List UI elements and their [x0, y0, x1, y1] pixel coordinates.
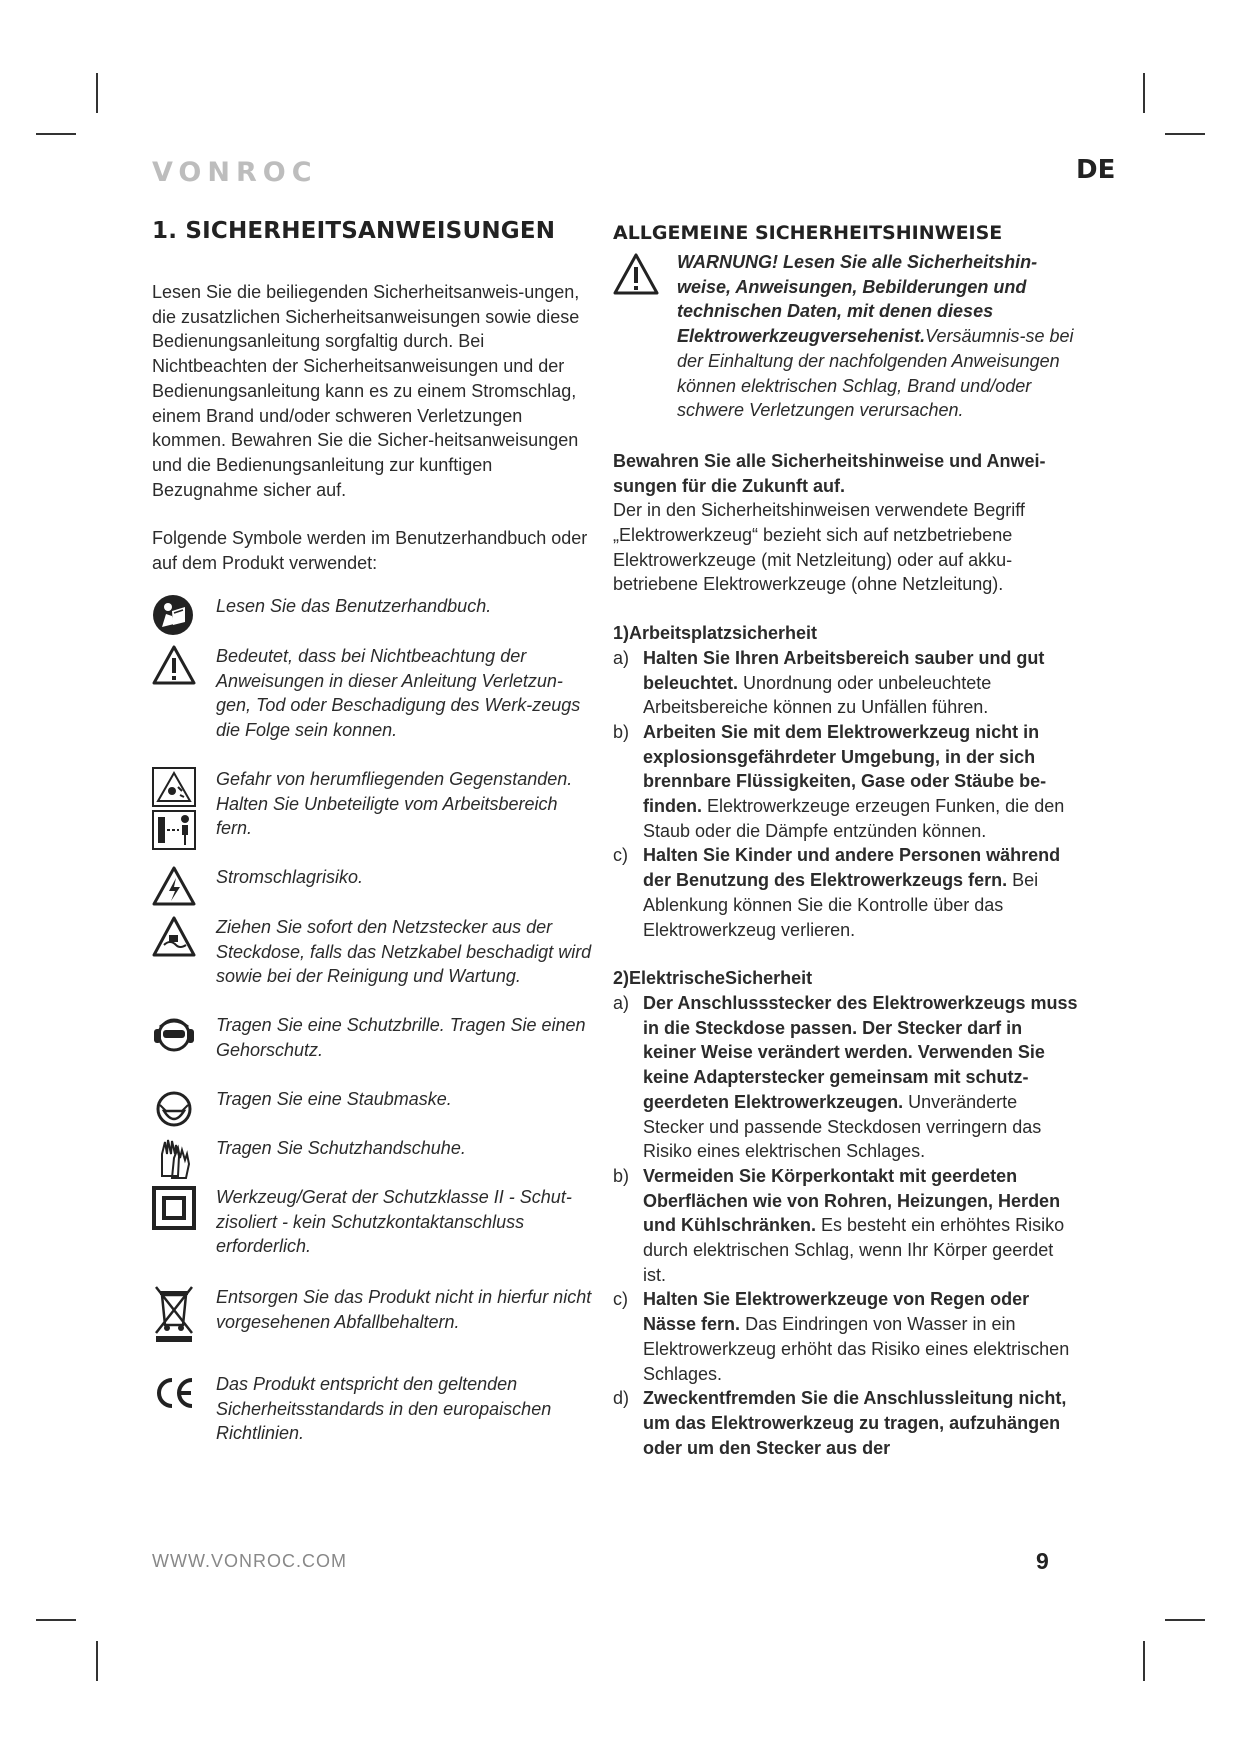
- symbol-text: Tragen Sie eine Schutzbrille. Tragen Sie einen Gehorschutz.: [216, 1015, 586, 1060]
- keep-bold: Bewahren Sie alle Sicherheitshinweise und Anwei-sungen für die Zukunft auf.: [613, 450, 1046, 496]
- crop-mark: [96, 73, 98, 113]
- crop-mark: [96, 1641, 98, 1681]
- list-item: a) Der Anschlussstecker des Elektrowerkzeugs muss in die Steckdose passen. Der Stecker darf in keiner Weise verändert werden. Verwenden Sie keine Adapterstecker gemeinsam mit schutz-geerdeten Elektrowerkzeugen. Unveränderte Stecker und passende Steckdosen verringern das Risiko eines elektrischen Schlages.: [613, 992, 1078, 1162]
- warning-triangle-icon: [152, 644, 196, 691]
- symbol-text: Gefahr von herumfliegenden Gegenstanden. Halten Sie Unbeteiligte vom Arbeitsbereich fern.: [216, 769, 573, 839]
- section-title: 1. SICHERHEITSANWEISUNGEN: [152, 218, 556, 244]
- crop-mark: [36, 1619, 76, 1621]
- crop-mark: [1165, 1619, 1205, 1621]
- symbol-text: Ziehen Sie sofort den Netzstecker aus der Steckdose, falls das Netzkabel beschadigt wird sowie bei der Reinigung und Wartung.: [216, 917, 592, 987]
- symbol-text: Tragen Sie Schutzhandschuhe.: [216, 1138, 466, 1158]
- crop-mark: [1143, 73, 1145, 113]
- left-column: [152, 218, 592, 576]
- weee-bin-icon: [152, 1285, 196, 1348]
- list-item: b) Arbeiten Sie mit dem Elektrowerkzeug nicht in explosionsgefährdeter Umgebung, in der sich brennbare Flüssigkeiten, Gase oder Stäube be-finden. Elektrowerkzeuge erzeugen Funken, die den Staub oder die Dämpfe entzünden können.: [613, 721, 1065, 841]
- symbol-text: Entsorgen Sie das Produkt nicht in hierfur nicht vorgesehenen Abfallbehaltern.: [216, 1287, 592, 1332]
- warning-block: [613, 250, 1078, 423]
- symbol-text: Bedeutet, dass bei Nichtbeachtung der Anweisungen in dieser Anleitung Verletzun-gen, Tod oder Beschadigung des Werk-zeugs die Folge sein konnen.: [216, 646, 581, 741]
- gloves-icon: [152, 1136, 196, 1187]
- symbol-text: Lesen Sie das Benutzerhandbuch.: [216, 596, 492, 616]
- keep-rest: Der in den Sicherheitshinweisen verwendete Begriff „Elektrowerkzeug“ bezieht sich auf netzbetriebene Elektrowerkzeuge (mit Netzleitung) oder auf akku-betriebene Elektrowerkzeuge (ohne Netzleitung).: [613, 500, 1025, 595]
- workplace-safety-title: 1)Arbeitsplatzsicherheit: [613, 623, 818, 644]
- list-item: a) Halten Sie Ihren Arbeitsbereich sauber und gut beleuchtet. Unordnung oder unbeleuchtete Arbeitsbereiche können zu Unfällen führen.: [613, 647, 1045, 718]
- electrical-safety-title: 2)ElektrischeSicherheit: [613, 968, 813, 989]
- crop-mark: [36, 133, 76, 135]
- footer-url[interactable]: WWW.VONROC.COM: [152, 1551, 347, 1571]
- language-label: DE: [1076, 155, 1116, 185]
- list-item: b) Vermeiden Sie Körperkontakt mit geerdeten Oberflächen wie von Rohren, Heizungen, Herden und Kühlschränken. Es besteht ein erhöhtes Risiko durch elektrischen Schlag, wenn Ihr Körper geerdet ist.: [613, 1165, 1065, 1285]
- warning-rest: Versäumnis-se bei der Einhaltung der nachfolgenden Anweisungen können elektrischen Schlag, Brand und/oder schwere Verletzungen verursachen.: [677, 326, 1074, 421]
- warning-text: [677, 250, 1078, 423]
- warning-triangle-icon: [613, 252, 659, 301]
- intro-paragraph: Lesen Sie die beiliegenden Sicherheitsanweis-ungen, die zusatzlichen Sicherheitsanweisungen sowie diese Bedienungsanleitung sorgfaltig durch. Bei Nichtbeachten der Sicherheitsanweisungen und der Bedienungsanleitung kann es zu einem Stromschlag, einem Brand und/oder schweren Verletzungen kommen. Bewahren Sie die Sicher-heitsanweisungen und die Bedienungsanleitung zur kunftigen Bezugnahme sicher auf.: [152, 282, 580, 500]
- warning-bold: WARNUNG! Lesen Sie alle Sicherheitshin-weise, Anweisungen, Bebilderungen und technischen Daten, mit denen dieses Elektrowerkzeugversehenist.: [677, 252, 1038, 347]
- class-ii-icon: [152, 1185, 196, 1236]
- flying-objects-icon: [152, 767, 196, 856]
- list-item: d) Zweckentfremden Sie die Anschlussleitung nicht, um das Elektrowerkzeug zu tragen, aufzuhängen oder um den Stecker aus der: [613, 1388, 1067, 1458]
- crop-mark: [1165, 133, 1205, 135]
- symbol-text: Stromschlagrisiko.: [216, 867, 364, 887]
- read-manual-icon: [152, 594, 196, 641]
- list-item: c) Halten Sie Kinder und andere Personen während der Benutzung des Elektrowerkzeugs fern. Bei Ablenkung können Sie die Kontrolle über das Elektrowerkzeug verlieren.: [613, 845, 1061, 940]
- crop-mark: [1143, 1641, 1145, 1681]
- unplug-icon: [152, 915, 196, 964]
- symbol-text: Das Produkt entspricht den geltenden Sicherheitsstandards in den europaischen Richtlinien.: [216, 1374, 552, 1444]
- list-item: c) Halten Sie Elektrowerkzeuge von Regen oder Nässe fern. Das Eindringen von Wasser in ein Elektrowerkzeug erhöht das Risiko eines elektrischen Schlages.: [613, 1289, 1070, 1384]
- right-column: [613, 222, 1078, 1460]
- symbol-text: Werkzeug/Gerat der Schutzklasse II - Schut-zisoliert - kein Schutzkontaktanschluss erforderlich.: [216, 1187, 572, 1257]
- symbol-text: Tragen Sie eine Staubmaske.: [216, 1089, 452, 1109]
- symbols-intro: Folgende Symbole werden im Benutzerhandbuch oder auf dem Produkt verwendet:: [152, 528, 588, 574]
- electric-shock-icon: [152, 865, 196, 912]
- general-safety-title: ALLGEMEINE SICHERHEITSHINWEISE: [613, 222, 1003, 244]
- goggles-ear-protection-icon: [152, 1013, 196, 1062]
- ce-mark-icon: [152, 1372, 196, 1419]
- brand-logo: VONROC: [152, 157, 318, 188]
- dust-mask-icon: [152, 1087, 196, 1136]
- page-number: 9: [1036, 1548, 1049, 1574]
- keep-instructions: [613, 449, 1078, 597]
